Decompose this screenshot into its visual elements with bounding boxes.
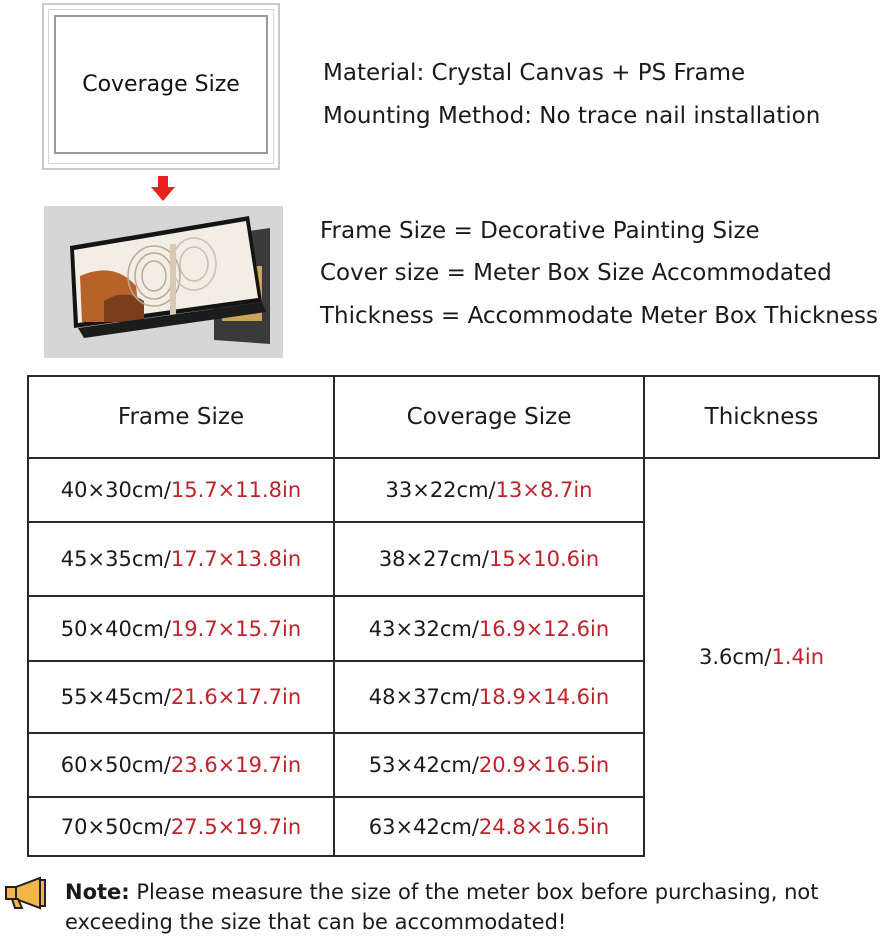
coverage-label: Coverage Size (82, 72, 240, 97)
frame-size-cm: 60×50cm/ (60, 753, 171, 777)
header-coverage-size: Coverage Size (406, 404, 572, 430)
frame-size-in: 27.5×19.7in (170, 814, 302, 839)
spec-cover-size: Cover size = Meter Box Size Accommodated (320, 260, 832, 286)
coverage-size-cm: 63×42cm/ (368, 814, 479, 839)
frame-size-cm: 40×30cm/ (60, 478, 171, 502)
note-label: Note: (65, 880, 130, 904)
thickness-value (645, 459, 878, 855)
table-row (29, 523, 333, 595)
coverage-size-in: 24.8×16.5in (478, 814, 610, 839)
coverage-size-cm: 48×37cm/ (368, 685, 479, 709)
note-body: Please measure the size of the meter box before purchasing, not exceeding the size that can be accommodated! (65, 880, 819, 934)
table-row (29, 734, 333, 796)
coverage-size-cm: 38×27cm/ (378, 547, 489, 571)
coverage-size-in: 15×10.6in (488, 547, 600, 571)
coverage-size-cm: 43×32cm/ (368, 616, 479, 641)
table-row (29, 459, 333, 521)
thickness-cm: 3.6cm/ (698, 645, 772, 669)
spec-material: Material: Crystal Canvas + PS Frame (323, 60, 746, 86)
down-arrow-icon (150, 176, 176, 202)
meter-box-cover-illustration (44, 206, 283, 358)
frame-size-cm: 45×35cm/ (60, 547, 171, 571)
frame-size-in: 23.6×19.7in (170, 753, 302, 777)
frame-size-cm: 50×40cm/ (60, 616, 171, 641)
coverage-size-in: 20.9×16.5in (478, 753, 610, 777)
table-row (335, 523, 643, 595)
table-row (335, 459, 643, 521)
spec-mounting: Mounting Method: No trace nail installation (323, 103, 821, 129)
product-photo (44, 206, 283, 358)
frame-size-in: 21.6×17.7in (170, 685, 302, 709)
table-row (29, 798, 333, 855)
table-row (29, 597, 333, 660)
megaphone-icon (2, 876, 50, 910)
coverage-area (54, 15, 268, 154)
frame-size-in: 15.7×11.8in (170, 478, 302, 502)
table-row (335, 597, 643, 660)
spec-thickness: Thickness = Accommodate Meter Box Thickness (320, 303, 878, 329)
frame-size-cm: 70×50cm/ (60, 814, 171, 839)
thickness-in: 1.4in (771, 645, 825, 669)
table-row (29, 662, 333, 732)
coverage-size-cm: 53×42cm/ (368, 753, 479, 777)
frame-size-cm: 55×45cm/ (60, 685, 171, 709)
size-table (27, 375, 880, 857)
table-row (335, 662, 643, 732)
coverage-diagram (42, 3, 280, 170)
coverage-size-in: 16.9×12.6in (478, 616, 610, 641)
header-frame-size: Frame Size (117, 404, 245, 430)
frame-size-in: 19.7×15.7in (170, 616, 302, 641)
spec-frame-size: Frame Size = Decorative Painting Size (320, 218, 760, 244)
header-thickness: Thickness (704, 404, 819, 430)
table-row (335, 734, 643, 796)
coverage-size-in: 13×8.7in (495, 478, 593, 502)
coverage-size-cm: 33×22cm/ (385, 478, 496, 502)
table-row (335, 798, 643, 855)
coverage-size-in: 18.9×14.6in (478, 685, 610, 709)
frame-size-in: 17.7×13.8in (170, 547, 302, 571)
note-text (65, 877, 893, 937)
